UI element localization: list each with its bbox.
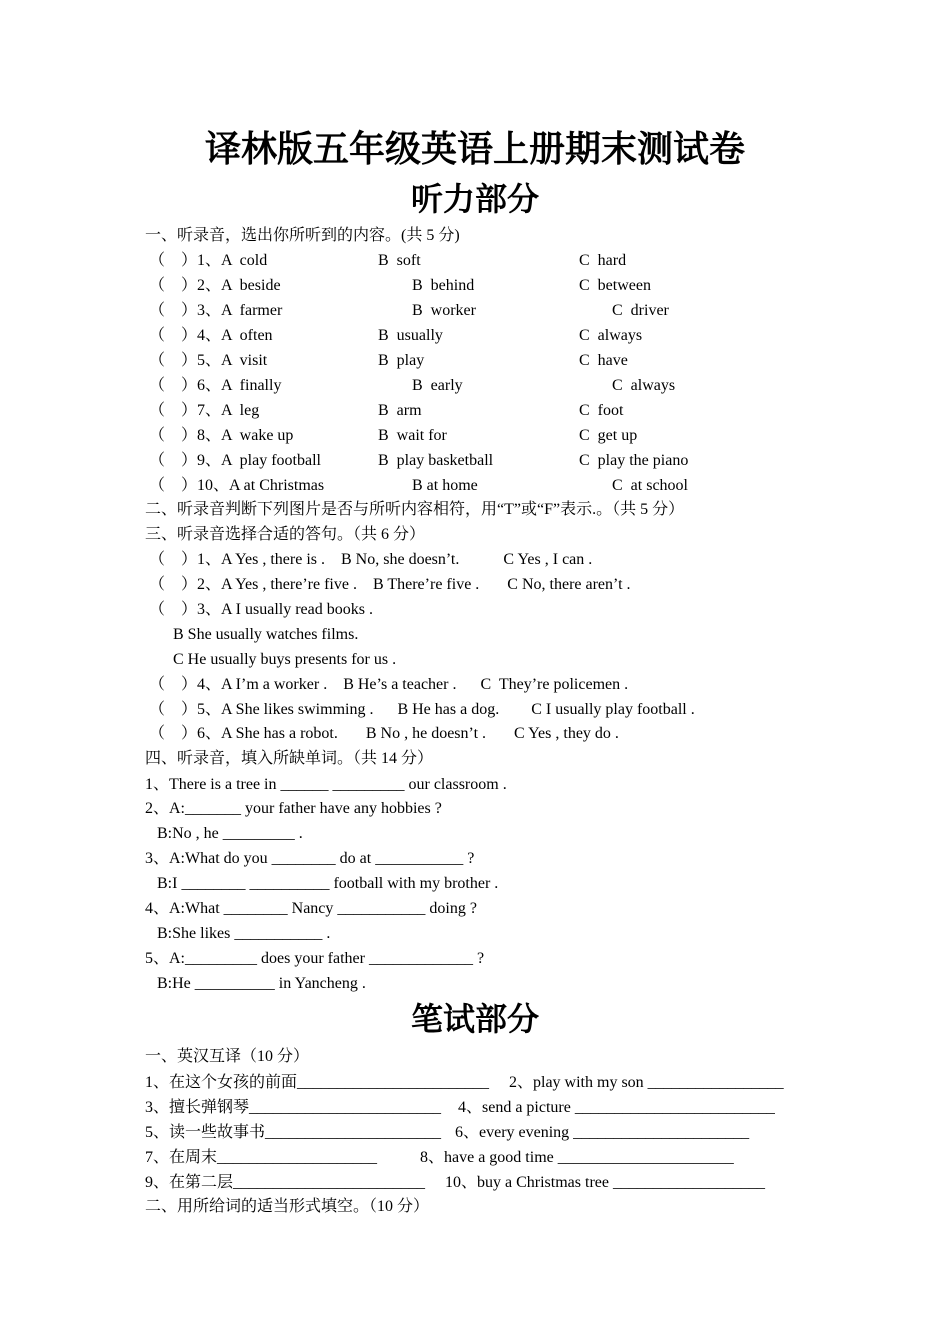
section-heading: 四、听录音，填入所缺单词。（共 14 分）	[145, 750, 434, 767]
fill-line: B:She likes ___________ .	[157, 925, 331, 942]
translate-item: 3、擅长弹钢琴________________________	[145, 1099, 442, 1116]
question-line: （ ）5、A She likes swimming . B He has a dog. C I usually play football .	[149, 701, 695, 718]
question-prefix: （ ）8、A wake up	[149, 427, 294, 444]
option-line: B She usually watches films.	[173, 626, 359, 643]
option-c: C between	[579, 277, 651, 294]
option-c: C play the piano	[579, 452, 689, 469]
option-c: C hard	[579, 252, 627, 269]
translate-item: 2、play with my son _________________	[509, 1074, 784, 1091]
option-c: C always	[579, 327, 643, 344]
option-c: C driver	[612, 302, 669, 319]
option-line: C He usually buys presents for us .	[173, 651, 397, 668]
question-line: （ ）1、A Yes , there is . B No, she doesn’t. C Yes , I can .	[149, 551, 593, 568]
section-heading: 三、听录音选择合适的答句。（共 6 分）	[145, 526, 426, 543]
fill-line: B:He __________ in Yancheng .	[157, 975, 366, 992]
listening-section-header: 听力部分	[410, 180, 539, 218]
question-prefix: （ ）9、A play football	[149, 452, 321, 469]
option-b: B play	[378, 352, 425, 369]
option-c: C have	[579, 352, 628, 369]
section-heading: 一、听录音，选出你所听到的内容。(共 5 分)	[145, 227, 460, 244]
translate-item: 4、send a picture _________________________	[458, 1099, 775, 1116]
question-prefix: （ ）3、A farmer	[149, 302, 283, 319]
question-line: （ ）6、A She has a robot. B No , he doesn’t . C Yes , they do .	[149, 725, 619, 742]
option-b: B behind	[412, 277, 475, 294]
fill-line: 1、There is a tree in ______ _________ our classroom .	[145, 776, 507, 793]
translate-item: 8、have a good time ______________________	[420, 1149, 734, 1166]
fill-line: B:No , he _________ .	[157, 825, 303, 842]
fill-line: 2、A:_______ your father have any hobbies ?	[145, 800, 442, 817]
question-prefix: （ ）1、A cold	[149, 252, 268, 269]
fill-line: 3、A:What do you ________ do at ___________ ?	[145, 850, 475, 867]
option-b: B usually	[378, 327, 443, 344]
section-heading: 二、听录音判断下列图片是否与所听内容相符，用“T”或“F”表示.。（共 5 分）	[145, 501, 685, 518]
writing-section-header: 笔试部分	[410, 1000, 539, 1038]
fill-line: 4、A:What ________ Nancy ___________ doing ?	[145, 900, 477, 917]
translate-item: 9、在第二层________________________	[145, 1174, 426, 1191]
page-title: 译林版五年级英语上册期末测试卷	[204, 129, 745, 170]
translate-item: 1、在这个女孩的前面________________________	[145, 1074, 490, 1091]
section-heading: 一、英汉互译（10 分）	[145, 1048, 310, 1065]
section-heading: 二、用所给词的适当形式填空。（10 分）	[145, 1198, 430, 1215]
fill-line: B:I ________ __________ football with my brother .	[157, 875, 499, 892]
option-c: C at school	[612, 477, 688, 494]
option-c: C get up	[579, 427, 638, 444]
translate-item: 7、在周末____________________	[145, 1149, 378, 1166]
translate-item: 5、读一些故事书______________________	[145, 1124, 442, 1141]
question-line: （ ）4、A I’m a worker . B He’s a teacher . C They’re policemen .	[149, 676, 629, 693]
option-b: B early	[412, 377, 463, 394]
question-line: （ ）2、A Yes , there’re five . B There’re five . C No, there aren’t .	[149, 576, 631, 593]
translate-item: 10、buy a Christmas tree ___________________	[445, 1174, 765, 1191]
option-c: C foot	[579, 402, 624, 419]
question-prefix: （ ）2、A beside	[149, 277, 281, 294]
option-c: C always	[612, 377, 676, 394]
option-b: B at home	[412, 477, 478, 494]
option-b: B worker	[412, 302, 476, 319]
fill-line: 5、A:_________ does your father _____________ ?	[145, 950, 485, 967]
option-b: B play basketball	[378, 452, 494, 469]
translate-item: 6、every evening ______________________	[455, 1124, 750, 1141]
question-prefix: （ ）4、A often	[149, 327, 273, 344]
option-b: B wait for	[378, 427, 447, 444]
question-line: （ ）3、A I usually read books .	[149, 601, 373, 618]
question-prefix: （ ）10、A at Christmas	[149, 477, 325, 494]
question-prefix: （ ）5、A visit	[149, 352, 268, 369]
option-b: B soft	[378, 252, 421, 269]
question-prefix: （ ）7、A leg	[149, 402, 260, 419]
option-b: B arm	[378, 402, 422, 419]
question-prefix: （ ）6、A finally	[149, 377, 282, 394]
